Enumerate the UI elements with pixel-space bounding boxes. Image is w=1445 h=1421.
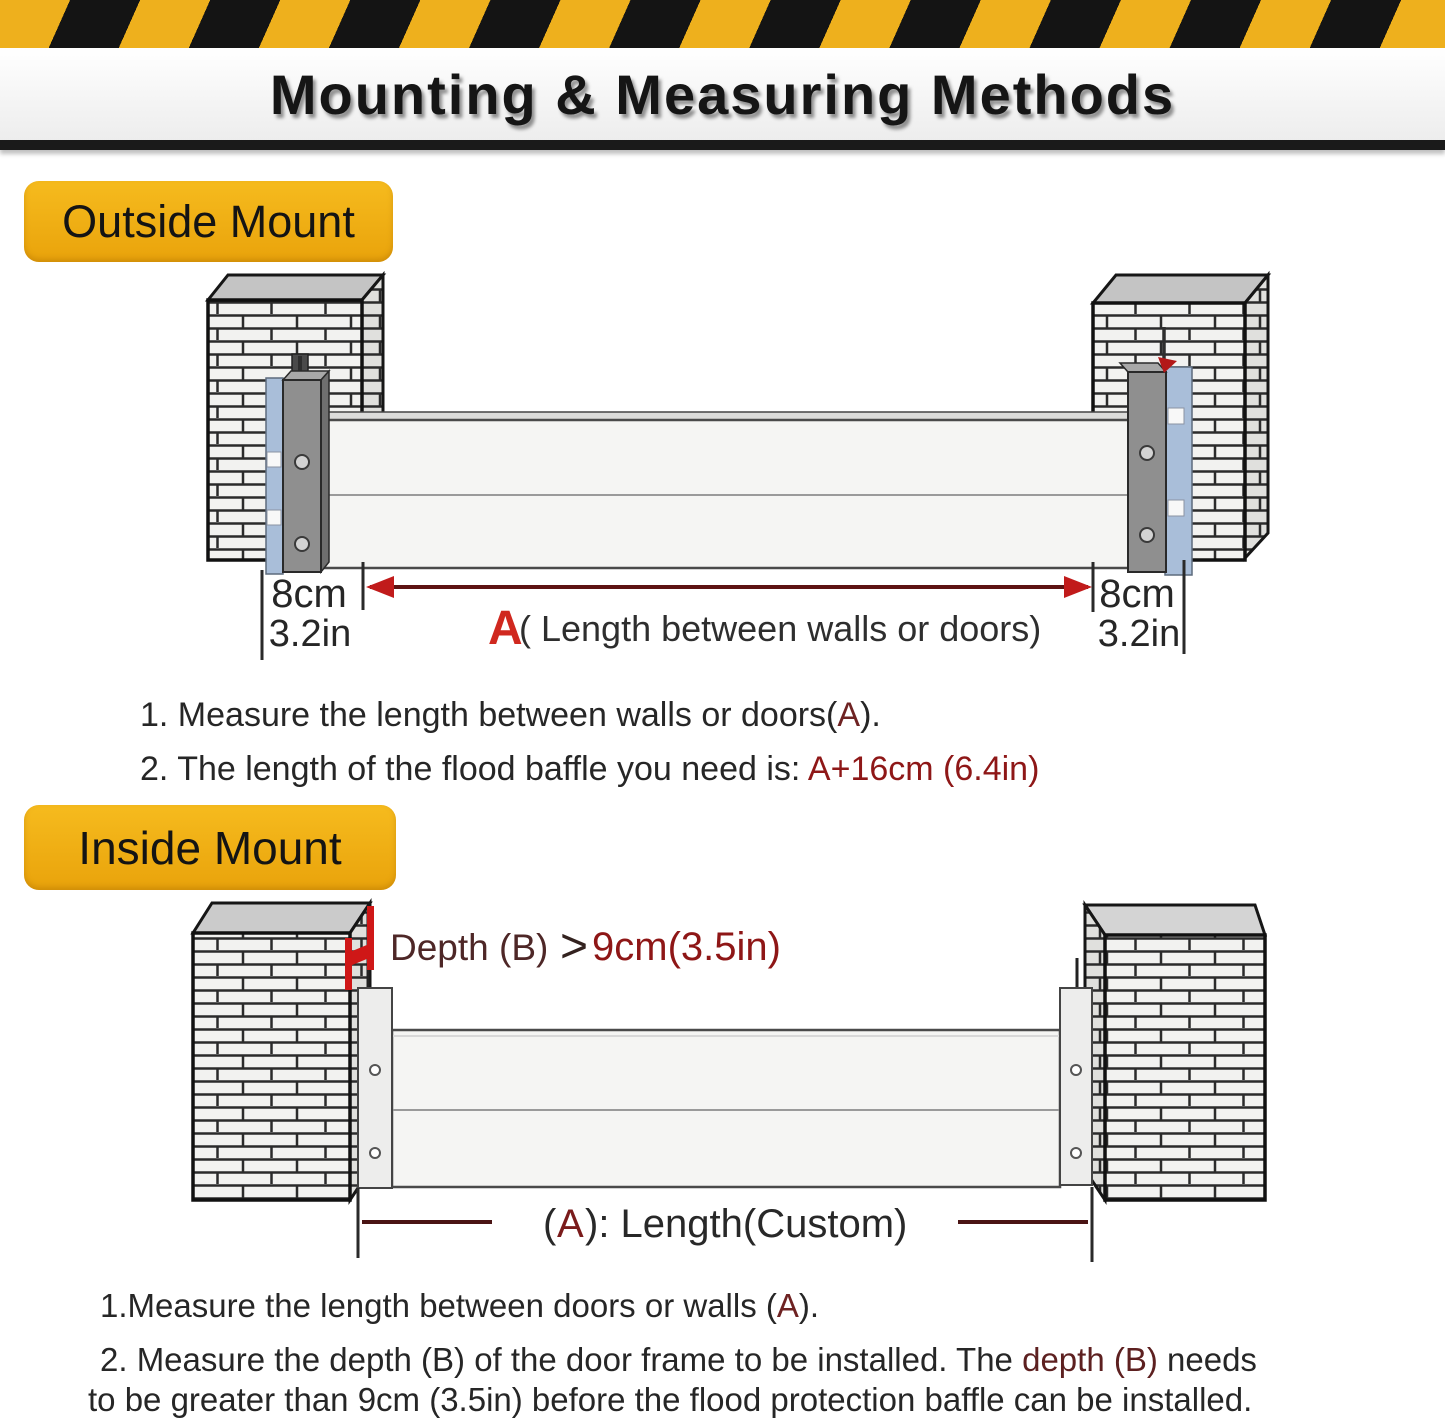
left-mounting-assembly (266, 371, 329, 574)
outside-mount-diagram (0, 262, 1445, 672)
span-label: ( Length between walls or doors) (519, 608, 1042, 649)
outside-mount-label-text: Outside Mount (62, 195, 355, 247)
hazard-stripes-top (0, 0, 1445, 48)
channel-notch (267, 510, 281, 525)
pillar-top (208, 275, 383, 300)
gauge-back-bar (367, 906, 374, 970)
depth-annotation (390, 920, 781, 973)
depth-value: 9cm(3.5in) (592, 925, 781, 969)
outside-step-1 (140, 694, 1039, 736)
channel-notch (267, 452, 281, 467)
dim-left-in: 3.2in (268, 613, 352, 655)
step-formula: A+16cm (6.4in) (807, 750, 1040, 788)
left-channel (358, 988, 392, 1188)
right-channel (1060, 988, 1092, 1185)
outside-mount-label (24, 181, 393, 262)
bracket-top (1120, 363, 1166, 372)
length-letter: A (557, 1202, 584, 1246)
step-highlight: depth (B) (1022, 1341, 1158, 1378)
channel-notch (1168, 408, 1184, 424)
wall-channel-blue (1165, 367, 1192, 575)
dim-right-cm: 8cm (1099, 572, 1175, 616)
channel-hole (1071, 1148, 1081, 1158)
wall-channel-blue (266, 378, 283, 574)
outside-step-2 (140, 748, 1039, 790)
channel-notch (1168, 500, 1184, 516)
inside-step-1 (100, 1286, 1257, 1326)
bracket-hole (295, 537, 309, 551)
bracket-hole (1140, 528, 1154, 542)
arrowhead-left (366, 576, 394, 598)
channel-hole (370, 1065, 380, 1075)
inside-step-2 (100, 1340, 1257, 1380)
greater-than-sign: > (560, 920, 589, 973)
length-open-paren: ( (543, 1202, 557, 1246)
bracket-hole (1140, 446, 1154, 460)
dim-right-in: 3.2in (1097, 613, 1181, 655)
title-band (0, 48, 1445, 140)
inside-mount-label (24, 805, 396, 890)
channel-hole (1071, 1065, 1081, 1075)
pillar-side (1245, 275, 1268, 558)
step-text: needs (1157, 1341, 1257, 1378)
arrowhead-right (1064, 576, 1092, 598)
step-text: 2. Measure the depth (B) of the door frame to be installed. The (100, 1341, 1023, 1378)
inside-right-pillar (1077, 905, 1265, 1200)
inside-mount-label-text: Inside Mount (78, 821, 342, 874)
inside-step-2-cont (88, 1380, 1257, 1420)
bracket-hole (295, 455, 309, 469)
step-letter: A (776, 1287, 799, 1324)
step-text: 1.Measure the length between doors or walls ( (100, 1287, 777, 1324)
banner-divider-bar (0, 140, 1445, 150)
step-text: to be greater than 9cm (3.5in) before the flood protection baffle can be installed. (88, 1381, 1253, 1418)
flood-barrier-panel (322, 412, 1137, 568)
step-text: 2. The length of the flood baffle you need is: (140, 750, 808, 788)
step-text: 1. Measure the length between walls or doors( (140, 696, 838, 734)
step-letter: A (837, 696, 861, 734)
panel-front (392, 1030, 1060, 1187)
pillar-top (193, 903, 370, 933)
flood-barrier-panel (392, 1030, 1060, 1187)
page-title: Mounting & Measuring Methods (269, 62, 1176, 126)
pillar-top (1085, 905, 1265, 935)
outside-dimension (262, 560, 1184, 660)
depth-label: Depth (B) (390, 927, 549, 968)
brick-face (1105, 935, 1265, 1200)
step-text: ). (860, 696, 881, 734)
length-label: ): Length(Custom) (585, 1202, 908, 1246)
dim-left-cm: 8cm (271, 572, 347, 616)
channel-hole (370, 1148, 380, 1158)
brick-face (193, 933, 350, 1200)
step-text: ). (798, 1287, 820, 1324)
inside-dimension (358, 1187, 1092, 1262)
inside-left-pillar (193, 903, 370, 1200)
right-mounting-assembly (1120, 357, 1192, 575)
span-letter: A (488, 602, 523, 655)
inside-mount-steps (88, 1286, 1257, 1420)
pillar-top (1093, 275, 1268, 303)
outside-mount-steps (140, 694, 1039, 802)
bracket-edge (321, 371, 329, 572)
inside-mount-diagram (0, 898, 1445, 1300)
